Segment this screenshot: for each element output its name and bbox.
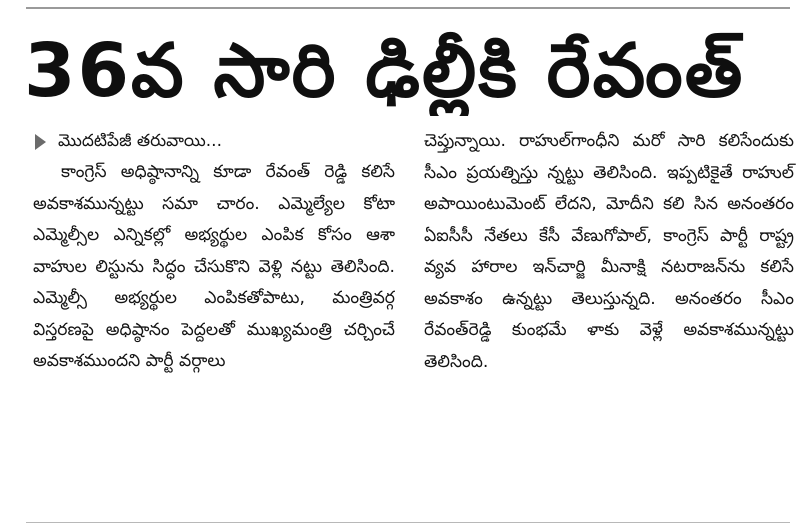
article-body-left (33, 157, 395, 378)
left-column (33, 126, 395, 378)
continued-from-front-page (33, 126, 395, 157)
article-body-right (424, 126, 794, 378)
kicker-text: మొదటిపేజీ తరువాయి... (58, 130, 222, 151)
paragraph: కాంగ్రెస్ అధిష్ఠానాన్ని కూడా రేవంత్ రెడ్డి కలిసే అవకాశమున్నట్టు సమా చారం. ఎమ్మెల్యేల కోటా ఎమ్మెల్సీల ఎన్నికల్లో అభ్యర్థుల ఎంపిక కోసం ఆశా వాహుల లిస్టును సిద్ధం చేసుకొని వెళ్లి నట్టు తెలిసింది. ఎమ్మెల్సీ అభ్యర్థుల ఎంపికతోపాటు, మంత్రివర్గ విస్తరణపై అధిష్ఠానం పెద్దలతో ముఖ్యమంత్రి చర్చించే అవకాశముందని పార్టీ వర్గాలు (33, 162, 395, 371)
headline: 36వ సారి ఢిల్లీకి రేవంత్ (24, 28, 745, 114)
triangle-arrow-icon (35, 134, 46, 150)
top-rule (26, 7, 790, 9)
bottom-rule (26, 522, 790, 523)
paragraph: చెప్తున్నాయి. రాహుల్‌గాంధీని మరో సారి కలిసేందుకు సీఎం ప్రయత్నిస్తు న్నట్టు తెలిసింది. ఇప్పటికైతే రాహుల్ అపాయింటుమెంట్ లేదని, మోదీని కలి సిన అనంతరం ఏఐసీసీ నేతలు కేసీ వేణుగోపాల్, కాంగ్రెస్ పార్టీ రాష్ట్ర వ్యవ హారాల ఇన్‌చార్జి మీనాక్షి నటరాజన్‌ను కలిసే అవకాశం ఉన్నట్టు తెలుస్తున్నది. అనంతరం సీఎం రేవంత్‌రెడ్డి కుంభమే ళాకు వెళ్లే అవకాశమున్నట్టు తెలిసింది. (424, 131, 794, 372)
right-column (424, 126, 794, 378)
